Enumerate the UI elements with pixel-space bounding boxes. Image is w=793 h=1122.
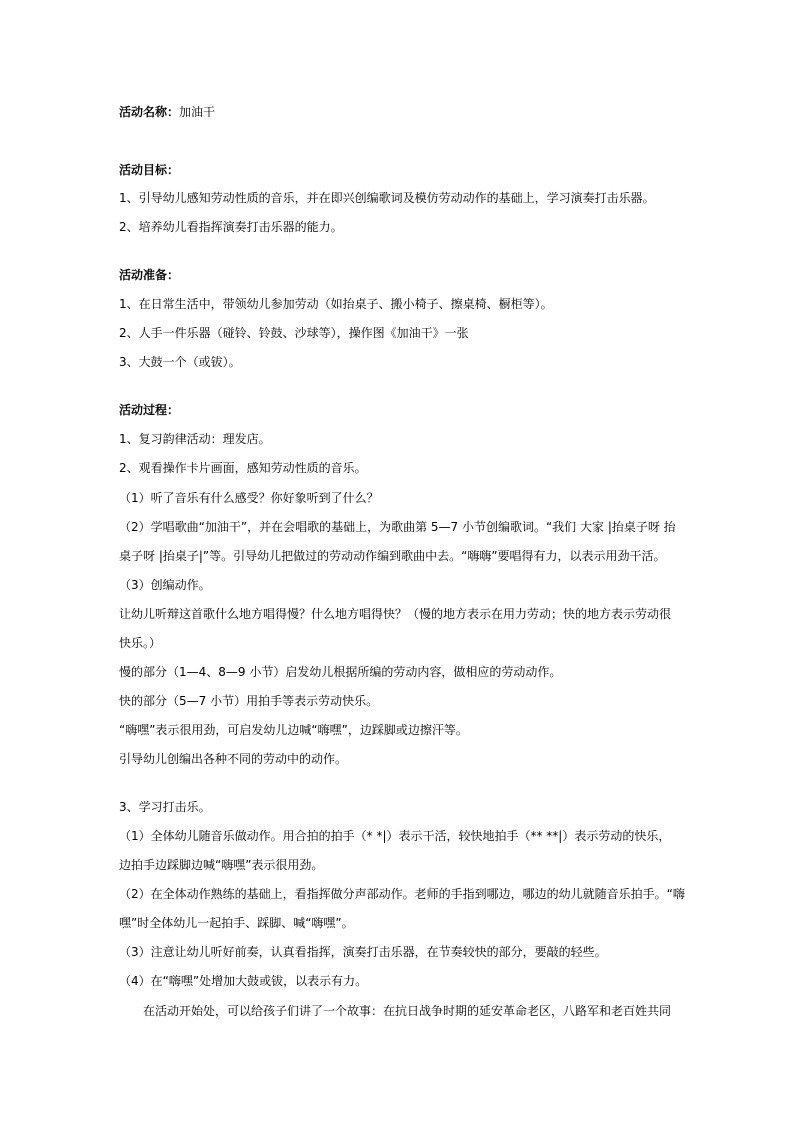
percussion-line: 3、学习打击乐。	[119, 800, 211, 814]
prep-item: 3、大鼓一个（或钹）。	[119, 355, 241, 369]
activity-name-label: 活动名称：	[119, 105, 180, 119]
percussion-line: （4）在“嗨嘿”处增加大鼓或钹，以表示有力。	[119, 974, 368, 988]
prep-item: 2、人手一件乐器（碰铃、铃鼓、沙球等），操作图《加油干》一张	[119, 326, 469, 340]
process-line: 快的部分（5—7 小节）用拍手等表示劳动快乐。	[119, 694, 379, 708]
percussion-line: （1）全体幼儿随音乐做动作。用合拍的拍手（* *|）表示干活，较快地拍手（** **|）表示劳动的快乐，	[119, 829, 671, 843]
process-line: 引导幼儿创编出各种不同的劳动中的动作。	[119, 752, 348, 766]
process-line: 让幼儿听辩这首歌什么地方唱得慢？什么地方唱得快？（慢的地方表示在用力劳动；快的地方表示劳动很	[119, 607, 672, 621]
percussion-line: 在活动开始处，可以给孩子们讲了一个故事：在抗日战争时期的延安革命老区，八路军和老百姓共同	[143, 1004, 672, 1018]
process-line: 快乐。）	[119, 636, 162, 650]
process-line: “嗨嘿”表示很用劲，可启发幼儿边喊“嗨嘿”，边踩脚或边擦汗等。	[119, 723, 468, 737]
percussion-line: 边拍手边踩脚边喊“嗨嘿”表示很用劲。	[119, 858, 324, 872]
process-heading: 活动过程：	[119, 403, 180, 417]
prep-item: 1、在日常生活中，带领幼儿参加劳动（如抬桌子、搬小椅子、擦桌椅、橱柜等）。	[119, 297, 553, 311]
percussion-line: （3）注意让幼儿听好前奏，认真看指挥，演奏打击乐器，在节奏较快的部分，要敲的轻些。	[119, 945, 607, 959]
process-line: （1）听了音乐有什么感受？你好象听到了什么？	[119, 491, 379, 505]
goals-heading: 活动目标：	[119, 163, 180, 177]
percussion-line: （2）在全体动作熟练的基础上，看指挥做分声部动作。老师的手指到哪边，哪边的幼儿就随音乐拍手。“嗨	[119, 887, 685, 901]
activity-name-line	[119, 104, 215, 120]
process-line: （2）学唱歌曲“加油干”，并在会唱歌的基础上，为歌曲第 5—7 小节创编歌词。“我们 大家 |抬桌子呀 抬	[119, 520, 676, 534]
process-line: （3）创编动作。	[119, 578, 211, 592]
process-line: 慢的部分（1—4、8—9 小节）启发幼儿根据所编的劳动内容，做相应的劳动动作。	[119, 665, 562, 679]
goal-item: 2、培养幼儿看指挥演奏打击乐器的能力。	[119, 220, 343, 234]
process-line: 2、观看操作卡片画面，感知劳动性质的音乐。	[119, 461, 367, 475]
process-line: 桌子呀 |抬桌子|”等。引导幼儿把做过的劳动动作编到歌曲中去。“嗨嗨”要唱得有力，以表示用劲干活。	[119, 549, 666, 563]
goal-item: 1、引导幼儿感知劳动性质的音乐，并在即兴创编歌词及模仿劳动动作的基础上，学习演奏打击乐器。	[119, 191, 655, 205]
percussion-line: 嘿”时全体幼儿一起拍手、踩脚、喊“嗨嘿”。	[119, 916, 354, 930]
prep-heading: 活动准备：	[119, 268, 180, 282]
process-line: 1、复习韵律活动：理发店。	[119, 432, 271, 446]
activity-name-value: 加油干	[179, 105, 216, 119]
